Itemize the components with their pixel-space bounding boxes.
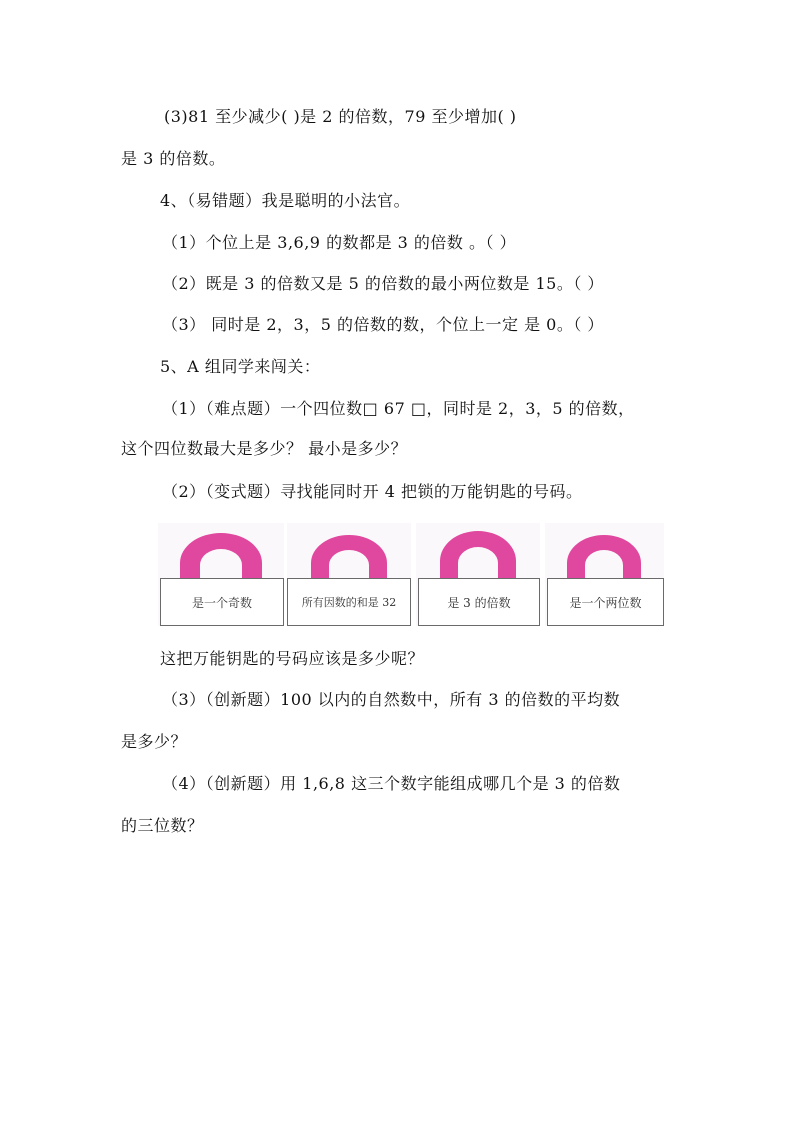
question-5-item-4-line1: （4）（创新题）用 1,6,8 这三个数字能组成哪几个是 3 的倍数: [162, 774, 621, 793]
question-5-item-2: （2）（变式题）寻找能同时开 4 把锁的万能钥匙的号码。: [162, 482, 583, 501]
lock-2: [287, 523, 411, 626]
lock-3: [416, 523, 540, 626]
question-3-part1: (3)81 至少减少( )是 2 的倍数，79 至少增加( ): [164, 107, 517, 126]
question-5-item-1-line2: 这个四位数最大是多少？ 最小是多少？: [121, 439, 408, 458]
lock-label: 是一个奇数: [160, 578, 284, 626]
lock-label: 所有因数的和是 32: [287, 578, 411, 626]
question-3-part2: 是 3 的倍数。: [121, 149, 226, 168]
locks-figure: [158, 523, 664, 626]
lock-4: [545, 523, 664, 626]
question-5-item-2-followup: 这把万能钥匙的号码应该是多少呢？: [160, 649, 425, 668]
lock-label: 是一个两位数: [547, 578, 664, 626]
question-4-item-3: （3） 同时是 2，3，5 的倍数的数，个位上一定 是 0。（ ）: [162, 315, 604, 334]
question-4-title: 4、（易错题）我是聪明的小法官。: [160, 191, 411, 210]
question-5-item-3-line1: （3）（创新题）100 以内的自然数中，所有 3 的倍数的平均数: [162, 690, 621, 709]
question-5-title: 5、A 组同学来闯关：: [160, 357, 321, 376]
lock-label: 是 3 的倍数: [418, 578, 540, 626]
question-5-item-4-line2: 的三位数？: [121, 816, 204, 835]
question-4-item-2: （2）既是 3 的倍数又是 5 的倍数的最小两位数是 15。（ ）: [162, 274, 604, 293]
lock-1: [158, 523, 284, 626]
question-4-item-1: （1）个位上是 3,6,9 的数都是 3 的倍数 。（ ）: [162, 233, 517, 252]
question-5-item-1-line1: （1）（难点题）一个四位数□ 67 □，同时是 2，3，5 的倍数，: [162, 399, 635, 418]
question-5-item-3-line2: 是多少？: [121, 732, 188, 751]
